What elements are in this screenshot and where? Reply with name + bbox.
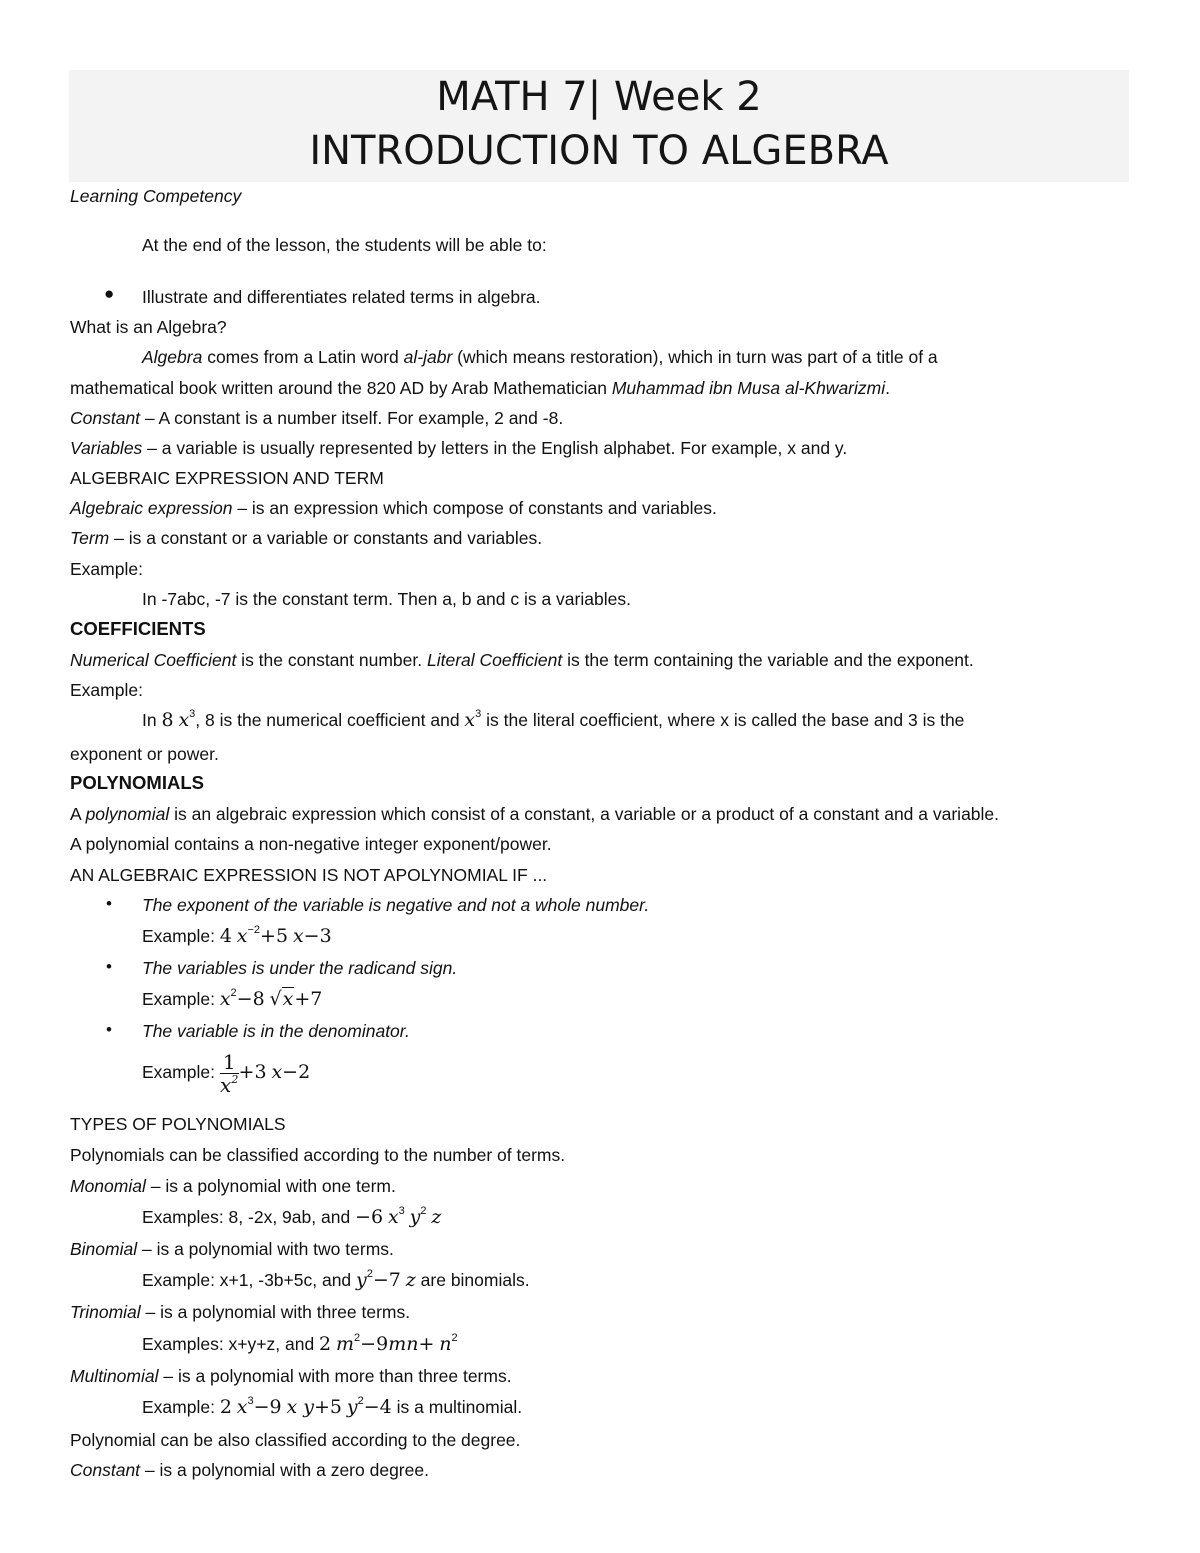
coefficients-definition: Numerical Coefficient is the constant number. Literal Coefficient is the term containing the variable and the exponent.: [70, 650, 974, 670]
bullet-icon: •: [106, 1020, 112, 1039]
rule-radicand: The variables is under the radicand sign.: [142, 958, 458, 978]
rule-denominator: The variable is in the denominator.: [142, 1021, 410, 1041]
competency-intro: At the end of the lesson, the students will be able to:: [142, 235, 547, 255]
multinomial-examples: Example: 2 $x^3-9$ x y+5 $y^2-4$ is a multinomial.: [142, 1395, 523, 1418]
not-polynomial-heading: AN ALGEBRAIC EXPRESSION IS NOT APOLYNOMIAL IF ...: [70, 865, 548, 885]
constant-definition: Constant – A constant is a number itself. For example, 2 and -8.: [70, 408, 564, 428]
example-label: Example:: [70, 559, 143, 579]
polynomial-exponent-note: A polynomial contains a non-negative integer exponent/power.: [70, 834, 552, 854]
coefficients-example-label: Example:: [70, 680, 143, 700]
algebraic-expression-definition: Algebraic expression – is an expression which compose of constants and variables.: [70, 498, 717, 518]
rule-example-1: Example: 4 $x^{-2}+5$ x−3: [142, 924, 332, 947]
trinomial-examples: Examples: x+y+z, and 2 $m^2-9mn+ n^2$: [142, 1332, 458, 1355]
monomial-examples: Examples: 8, -2x, 9ab, and −6 $x^3$ $y^2$ z: [142, 1205, 442, 1228]
rule-example-3: Example: $\frac{1}{x^2}$ +3 x−2: [142, 1049, 311, 1097]
trinomial-definition: Trinomial – is a polynomial with three terms.: [70, 1302, 411, 1322]
degree-intro: Polynomial can be also classified according to the degree.: [70, 1430, 521, 1450]
coefficients-example-line2: exponent or power.: [70, 744, 219, 764]
types-heading: TYPES OF POLYNOMIALS: [70, 1114, 286, 1134]
algebra-definition-line1: Algebra comes from a Latin word al-jabr (which means restoration), which in turn was part of a title of a: [142, 347, 938, 367]
fraction: $\frac{1}{x^2}$: [220, 1049, 239, 1097]
bullet-icon: •: [106, 894, 112, 913]
what-heading: What is an Algebra?: [70, 317, 227, 337]
constant-polynomial-definition: Constant – is a polynomial with a zero degree.: [70, 1460, 429, 1480]
variables-definition: Variables – a variable is usually represented by letters in the English alphabet. For example, x and y.: [70, 438, 848, 458]
binomial-definition: Binomial – is a polynomial with two terms.: [70, 1239, 394, 1259]
binomial-examples: Example: x+1, -3b+5c, and $y^2-7$ z are binomials.: [142, 1268, 530, 1291]
polynomials-heading: POLYNOMIALS: [70, 772, 204, 793]
multinomial-definition: Multinomial – is a polynomial with more than three terms.: [70, 1366, 512, 1386]
monomial-definition: Monomial – is a polynomial with one term.: [70, 1176, 396, 1196]
coefficients-heading: COEFFICIENTS: [70, 618, 206, 639]
competency-bullet: Illustrate and differentiates related terms in algebra.: [142, 287, 541, 307]
rule-example-2: Example: $x^2-8$ √x+7: [142, 987, 323, 1010]
example-text: In -7abc, -7 is the constant term. Then a, b and c is a variables.: [142, 589, 631, 609]
expression-heading: ALGEBRAIC EXPRESSION AND TERM: [70, 468, 384, 488]
rule-negative-exponent: The exponent of the variable is negative and not a whole number.: [142, 895, 650, 915]
types-intro: Polynomials can be classified according to the number of terms.: [70, 1145, 566, 1165]
bullet-icon: •: [106, 957, 112, 976]
coefficients-example: In 8 $x^3$, 8 is the numerical coefficient and $x^3$ is the literal coefficient, where x is called the base and 3 is the: [142, 708, 965, 731]
term-definition: Term – is a constant or a variable or constants and variables.: [70, 528, 543, 548]
bullet-icon: ●: [104, 284, 115, 303]
page-title: MATH 7| Week 2: [436, 74, 762, 120]
polynomial-definition: A polynomial is an algebraic expression which consist of a constant, a variable or a product of a constant and a variable.: [70, 804, 1000, 824]
learning-competency-label: Learning Competency: [70, 186, 242, 206]
algebra-definition-line2: mathematical book written around the 820 AD by Arab Mathematician Muhammad ibn Musa al-Khwarizmi.: [70, 378, 890, 398]
page-subtitle: INTRODUCTION TO ALGEBRA: [309, 128, 889, 174]
